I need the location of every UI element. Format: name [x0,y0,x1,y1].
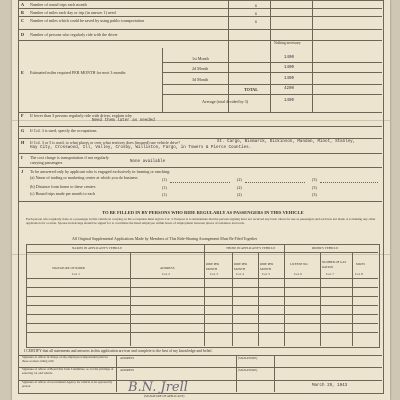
hdr-col4-num: Col. 4 [236,272,244,276]
section-title: TO BE FILLED IN BY PERSONS WHO RIDE REGULARLY AS PASSENGERS IN THIS VEHICLE [102,210,304,215]
hdr-col8: MILES [356,262,365,266]
paper-fold [12,254,390,255]
hdr-col6: LICENSE NO. [290,262,309,266]
month-1-value: 1400 [284,56,295,60]
row-e-letter: E [21,70,24,75]
bottom-label-2: Signature of officer of Board that from Committee, or, for the privilege of selecting car and vehicle [22,367,114,375]
item-j-b-col-1: (1) [162,185,167,190]
table-row [26,314,378,315]
date-stamp: March 29, 1943 [312,384,348,388]
application-form-page [12,0,390,400]
row-b-label: Number of miles each day or trip (in answer 1) need [30,10,116,15]
item-j-sub-b: (b) Distance from home to these centers [30,184,96,189]
row-b-letter: B [21,10,24,15]
item-g-label: If Col. 3 is used, specify the occupations [30,128,97,133]
hdr-col2: ADDRESS [160,266,175,270]
table-row [26,332,378,333]
hdr-col7: NUMBER OF GAS RATION [322,260,347,269]
table-row [26,287,378,288]
item-h-answer-1: St. Cargo, Bismarck, Dickinson, Mandan, Minot, Stanley, [217,140,356,144]
hdr-col7-num: Col. 7 [326,272,334,276]
bottom-mid-2: ADDRESS [120,368,135,372]
hdr-col3: RIDE PER MONTH [206,262,220,271]
row-g-letter: G [21,128,25,133]
item-j-b-col-2: (2) [237,185,242,190]
row-j-letter: J [21,169,24,174]
item-i-answer: None available [130,160,166,164]
row-a-letter: A [21,2,25,7]
hdr-col2-num: Col. 2 [162,272,170,276]
group-2: THOSE IN APPLICANT'S VEHICLE [226,246,276,250]
item-f-label: If fewer than 3 persons regularly ride with driver, explain why [30,113,133,118]
hdr-col1: SIGNATURE OF RIDER [52,266,85,270]
item-j-sub-c: (c) Round trips made per month to each [30,191,96,196]
row-a-mark: x [232,5,258,9]
row-c-mark: x [232,21,258,25]
row-a-label: Number of round trips each month [30,2,87,7]
item-h-label: If Col. 3 or 5 is used, to what places or over what territory does (insured) use vehicle drive? [30,140,181,145]
row-c-label: Number of miles which could be saved by using public transportation [30,18,145,23]
bottom-label-1: Signature of officer in charge of any employee transportation plan for those workers riding with [22,355,109,363]
hdr-col5: RIDE PER MONTH [260,262,274,271]
total-value: 4200 [284,87,295,91]
item-i-label: The cost charge is transportation if not regularly carrying passengers [30,155,109,165]
item-h-answer-2: Hay City, Crosswood, Ill, Valley, Crosby, Williston, Fargo, in Towers & Pierce Counties. [30,146,252,150]
applicant-signature: B.N. Jrell [128,380,188,395]
item-j-c-col-1: (1) [162,192,167,197]
section-note: Each person who regularly rides as a passenger in this vehicle in carrying on his occupation must sign in Col. 3. Purpose is to substantiate that the persons signing have not received any basic ration for use as passengers and each has not made or is making any other application for a ration. Spouse in marriage should be signed for to contribute the listed employee within hours of employment between places of residence and work. [26,217,376,225]
bottom-right-1: (SIGNATURE) [238,356,258,360]
item-j-col-2: (2) [237,177,242,182]
bottom-mid-1: ADDRESS [120,356,135,360]
month-2-label: 2d Month [192,66,209,71]
total-label: TOTAL [244,87,258,92]
hdr-col5-num: Col. 5 [262,272,270,276]
table-row [26,296,378,297]
miles-label: Estimated miles required PER MONTH for next 3 months [30,70,126,75]
row-f-letter: F [21,113,24,118]
hdr-col4: RIDE PER MONTH [234,262,248,271]
table-row [26,305,378,306]
row-c-letter: C [21,18,25,23]
certify-text: I CERTIFY that all statements and answers in this application are true and complete to the best of my knowledge and belief. [24,349,213,353]
paper-fold [12,120,390,121]
month-2-value: 1400 [284,66,295,70]
item-j-label: To be answered only by applicant who is engaged exclusively in farming or ranching: [30,169,171,174]
group-1: NAMES IN APPLICANT'S VEHICLE [72,246,123,250]
avg-label: Average (total divided by 3) [202,99,249,104]
hdr-col3-num: Col. 3 [210,272,218,276]
row-b-mark: x [232,13,258,17]
item-j-b-col-3: (3) [312,185,317,190]
month-3-value: 1400 [284,77,295,81]
item-f-answer: Need them later as needed [92,119,155,123]
row-i-letter: I [21,155,23,160]
avg-value: 1400 [284,99,295,103]
group-3: RIDER'S VEHICLE [312,246,339,250]
item-j-c-col-2: (2) [237,192,242,197]
item-j-c-col-3: (3) [312,192,317,197]
item-j-sub-a: (a) Name of trading or marketing center at which you do business [30,175,138,180]
signature-caption: (SIGNATURE OF APPLICANT) [144,394,185,398]
bottom-label-3: Signature of officer of Government Agency for vehicle to be operated by person [22,380,113,388]
row-d-label: Number of persons who regularly ride with the driver [30,32,118,37]
month-1-label: 1st Month [192,56,209,61]
item-j-col-3: (3) [312,177,317,182]
row-d-letter: D [21,32,25,37]
bottom-right-2: (SIGNATURE) [238,368,258,372]
row-h-letter: H [21,140,25,145]
hdr-col1-num: Col. 1 [72,272,80,276]
item-j-col-1: (1) [162,177,167,182]
hdr-col8-num: Col. 8 [355,272,363,276]
table-row [26,323,378,324]
month-3-label: 3d Month [192,77,209,82]
hdr-col6-num: Col. 6 [294,272,302,276]
table-title: All Original Supplemental Applications Made by Members of This Ride-Sharing Arrangement Must Be Filed Together [72,237,258,241]
right-note: Nothing necessary [274,41,301,45]
